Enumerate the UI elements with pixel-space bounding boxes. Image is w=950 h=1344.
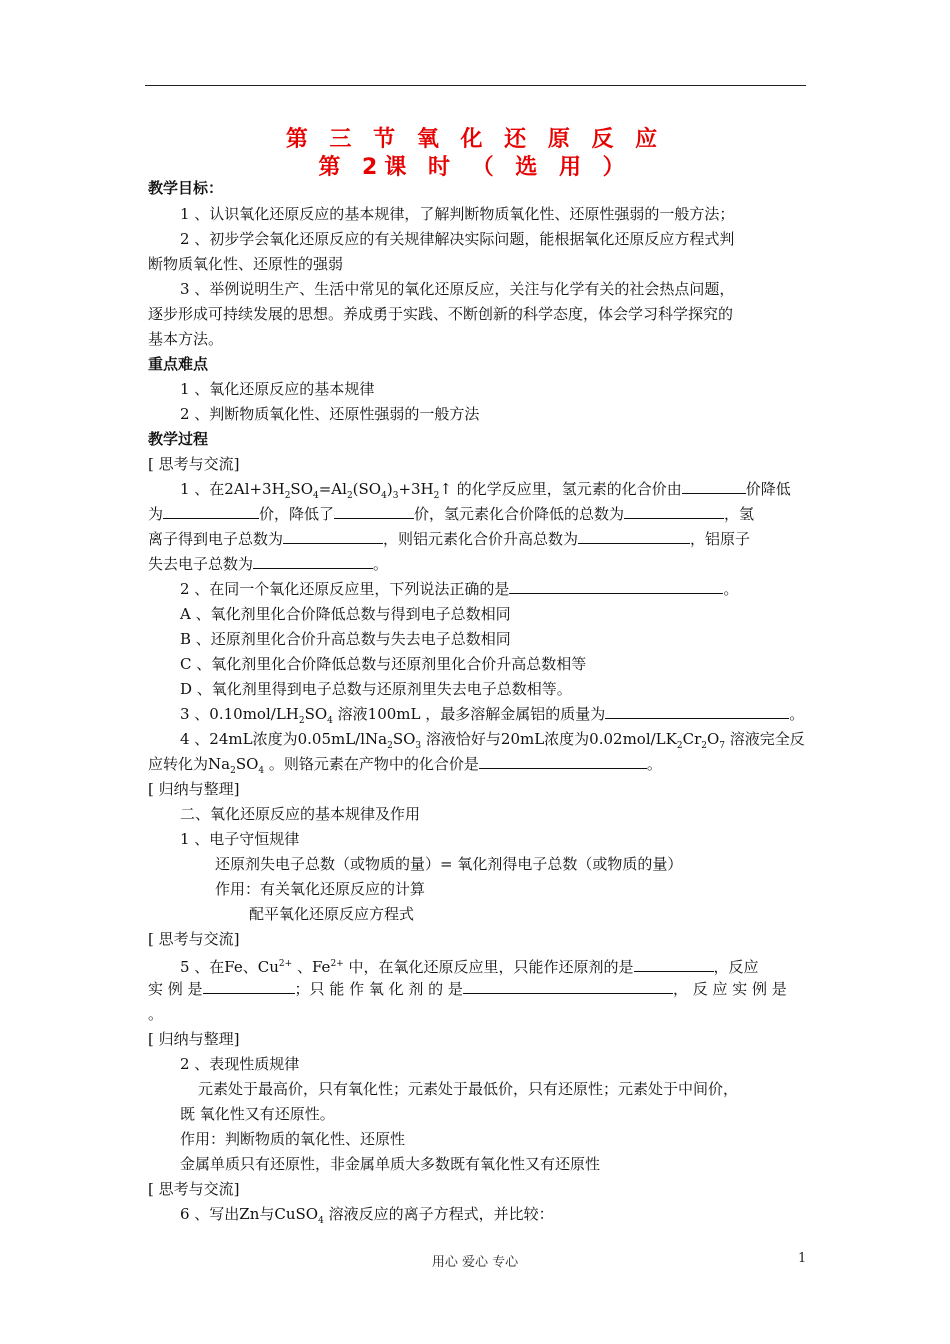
answer-blank[interactable] xyxy=(624,504,724,519)
footer-motto: 用心 爱心 专心 xyxy=(431,1255,519,1270)
rule-2-note: 金属单质只有还原性，非金属单质大多数既有氧化性又有还原性 xyxy=(180,1155,601,1173)
question-5-line2: 实 例 是 ；只 能 作 氧 化 剂 的 是 ， 反 应 实 例 是 xyxy=(148,980,787,998)
rule-1-heading: 1 、电子守恒规律 xyxy=(180,830,300,848)
answer-blank[interactable] xyxy=(334,504,414,519)
question-5-line3: 。 xyxy=(148,1005,164,1023)
rule-2-heading: 2 、表现性质规律 xyxy=(180,1055,300,1073)
answer-blank[interactable] xyxy=(479,754,647,769)
question-4-line2: 应转化为$Na_2SO_4$ 。则铬元素在产物中的化合价是 。 xyxy=(148,755,662,776)
process-heading: 教学过程 xyxy=(148,430,209,448)
page-number: 1 xyxy=(798,1251,807,1266)
answer-blank[interactable] xyxy=(605,704,789,719)
think-exchange-3: [ 思考与交流] xyxy=(148,1180,240,1198)
answer-blank[interactable] xyxy=(253,554,373,569)
question-3: 3 、$0.10mol/LH_2SO_4$ 溶液100mL ，最多溶解金属铝的质量为 。 xyxy=(180,705,805,726)
rules-title: 二、氧化还原反应的基本规律及作用 xyxy=(180,805,421,823)
question-1-line3: 离子得到电子总数为 ，则铝元素化合价升高总数为 ，铝原子 xyxy=(148,530,751,548)
question-1-line4: 失去电子总数为 。 xyxy=(148,555,389,573)
rule-2-text: 元素处于最高价，只有氧化性；元素处于最低价，只有还原性；元素处于中间价， xyxy=(198,1080,739,1098)
answer-blank[interactable] xyxy=(283,529,383,544)
key-point-2: 2 、判断物质氧化性、还原性强弱的一般方法 xyxy=(180,405,480,423)
question-6: 6 、写出Zn与CuSO$_4$ 溶液反应的离子方程式，并比较： xyxy=(180,1205,554,1226)
option-b: B 、还原剂里化合价升高总数与失去电子总数相同 xyxy=(180,630,511,648)
rule-1-use-2: 配平氧化还原反应方程式 xyxy=(249,905,415,923)
answer-blank[interactable] xyxy=(509,579,723,594)
question-1-line2: 为 价，降低了 价，氢元素化合价降低的总数为 ，氢 xyxy=(148,505,755,523)
answer-blank[interactable] xyxy=(163,504,259,519)
key-points-heading: 重点难点 xyxy=(148,355,209,373)
summary-2: [ 归纳与整理] xyxy=(148,1030,240,1048)
question-1: 1 、在$2Al+3H_2SO_4=Al_2(SO_4)_3+3H_2↑$ 的化学反应里，氢元素的化合价由 价降低 xyxy=(180,480,791,501)
goal-2: 2 、初步学会氧化还原反应的有关规律解决实际问题，能根据氧化还原反应方程式判 xyxy=(180,230,735,248)
answer-blank[interactable] xyxy=(634,957,714,972)
key-point-1: 1 、氧化还原反应的基本规律 xyxy=(180,380,375,398)
rule-2-text-cont: 既 氧化性又有还原性。 xyxy=(180,1105,335,1123)
header-rule xyxy=(145,85,806,86)
option-a: A 、氧化剂里化合价降低总数与得到电子总数相同 xyxy=(180,605,511,623)
lesson-subtitle: 第 2课 时 （ 选 用 ） xyxy=(318,155,632,180)
think-exchange-1: [ 思考与交流] xyxy=(148,455,240,473)
answer-blank[interactable] xyxy=(682,479,746,494)
rule-1-text: 还原剂失电子总数（或物质的量）= 氧化剂得电子总数（或物质的量） xyxy=(215,855,683,873)
goal-3-cont2: 基本方法。 xyxy=(148,330,224,348)
question-4: 4 、24mL浓度为$0.05mL/lNa_2SO_3$ 溶液恰好与20mL浓度为$0.02mol/LK_2Cr_2O_7$ 溶液完全反 xyxy=(180,730,805,751)
option-c: C 、氧化剂里化合价降低总数与还原剂里化合价升高总数相等 xyxy=(180,655,587,673)
question-5: 5 、在Fe、$Cu^{2+}$ 、$Fe^{2+}$ 中，在氧化还原反应里，只能作还原剂的是 ，反应 xyxy=(180,958,759,976)
option-d: D 、氧化剂里得到电子总数与还原剂里失去电子总数相等。 xyxy=(180,680,572,698)
question-2: 2 、在同一个氧化还原反应里，下列说法正确的是 。 xyxy=(180,580,739,598)
answer-blank[interactable] xyxy=(578,529,690,544)
goal-1: 1 、认识氧化还原反应的基本规律，了解判断物质氧化性、还原性强弱的一般方法； xyxy=(180,205,735,223)
answer-blank[interactable] xyxy=(203,979,295,994)
section-title: 第 三 节 氧 化 还 原 反 应 xyxy=(285,127,665,152)
goals-heading: 教学目标： xyxy=(148,179,224,197)
goal-2-cont: 断物质氧化性、还原性的强弱 xyxy=(148,255,344,273)
summary-1: [ 归纳与整理] xyxy=(148,780,240,798)
goal-3-cont: 逐步形成可持续发展的思想。养成勇于实践、不断创新的科学态度，体会学习科学探究的 xyxy=(148,305,734,323)
think-exchange-2: [ 思考与交流] xyxy=(148,930,240,948)
rule-1-use: 作用：有关氧化还原反应的计算 xyxy=(215,880,426,898)
goal-3: 3 、举例说明生产、生活中常见的氧化还原反应，关注与化学有关的社会热点问题， xyxy=(180,280,735,298)
answer-blank[interactable] xyxy=(463,979,673,994)
rule-2-use: 作用：判断物质的氧化性、还原性 xyxy=(180,1130,406,1148)
